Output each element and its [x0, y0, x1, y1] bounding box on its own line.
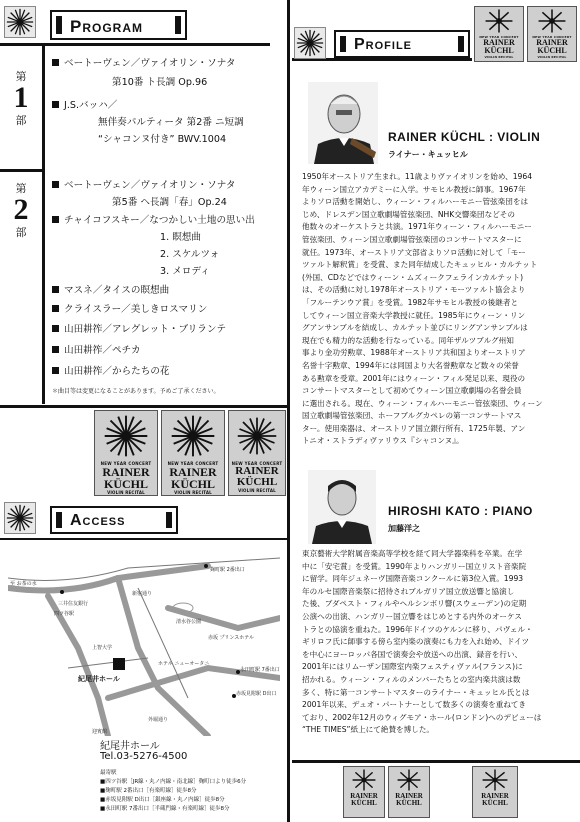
program-item-detail: 第10番 ト長調 Op.96: [112, 77, 208, 88]
bullet-square-icon: [52, 286, 59, 293]
artist-2-name: HIROSHI KATO : PIANO: [388, 504, 533, 518]
logo-name-2: KÜCHL: [482, 799, 508, 807]
map-label-hotel: ホテル ニューオータニ: [158, 661, 210, 667]
logo-name-2: KÜCHL: [103, 477, 148, 491]
logo-concert: NEW YEAR CONCERT: [479, 35, 519, 39]
title-bar-right: [175, 16, 181, 34]
logo-name-1: RAINER: [395, 792, 423, 800]
logo-name-2: KÜCHL: [537, 46, 567, 55]
map-label-mitsui: 三井住友銀行: [58, 601, 89, 607]
logo-name-1: RAINER: [481, 792, 509, 800]
program-item: ベートーヴェン／ヴァイオリン・ソナタ: [52, 180, 235, 192]
map-label-sotobori: 外堀通り: [148, 717, 169, 723]
bullet-square-icon: [52, 181, 59, 188]
program-item: マスネ／タイスの瞑想曲: [52, 285, 169, 297]
program-item-detail: 無伴奏パルティータ 第2番 ニ短調: [98, 117, 244, 128]
program-note: ＊曲目等は変更になることがあります。予めご了承ください。: [52, 388, 220, 395]
logo-name-1: RAINER: [350, 792, 378, 800]
starburst-icon: [528, 7, 576, 35]
starburst-icon: [95, 411, 157, 461]
map-label-shinjuku-dori: 新宿通り: [132, 591, 153, 597]
logo-recital: VIOLIN RECITAL: [238, 488, 276, 493]
concert-logo-tile-small: [343, 766, 385, 818]
logo-name-2: KÜCHL: [170, 477, 215, 491]
map-label-shimizudani: 清水谷公園: [176, 619, 202, 625]
program-item: 山田耕筰／ペチカ: [52, 345, 141, 357]
access-title-box: [50, 506, 178, 534]
street-map: [8, 548, 280, 736]
concert-logo-tile-small: [472, 766, 518, 818]
map-label-shinmichi: 迎賓館: [92, 729, 108, 735]
artist-photo-kato: [308, 470, 376, 544]
program-item: クライスラー／美しきロスマリン: [52, 304, 207, 316]
program-item: 山田耕筰／からたちの花: [52, 366, 170, 378]
logo-concert: NEW YEAR CONCERT: [532, 35, 572, 39]
part-2-label-num: 2: [13, 193, 29, 226]
title-bar-left: [56, 512, 62, 528]
access-title: Access: [70, 512, 126, 529]
logo-name-2: KÜCHL: [351, 799, 377, 807]
program-item-detail: 第5番 ヘ長調「春」Op.24: [112, 197, 227, 208]
part-2-label-top: 第: [15, 183, 27, 195]
logo-name-1: RAINER: [102, 465, 150, 479]
part-1-label-bottom: 部: [15, 115, 27, 127]
artist-1-bio: 1950年オーストリア生まれ。11歳よりヴァイオリンを始め、1964 年ウィーン国立アカデミーに入学。サモヒル教授に師事。1967年 よりソロ活動を開始し、ウィーン・フィルハーモニー管弦楽団をは じめ、ドレスデン国立歌劇場管弦楽団、NHK交響楽団などその 他数々のオーケストラと共演。1971年ウィーン・フィルハーモニー 管弦楽団、ウィーン国立歌劇場管弦楽団のコンサートマスターに 就任。1973年、オーストリア文部省よりソロ活動に対して「モー ツァルト解釈賞」を受賞、また同年結成したキュッヒル・カルテット (外国、CDなどではウィーン・ムズィークフェラインカルテット) は、その活動に対し1978年オーストリア・モーツァルト協会より 「フルーテンウア賞」を受賞。1982年サモヒル教授の後継者と してウィーン国立音楽大学教授に就任。1985年にウィーン・リン グアンサンブルを結成し、カルテット並びにリングアンサンブルは 現在でも精力的な活動を行なっている。同年ザルツブルグ州知 事より金功労勲章、1988年オーストリア共和国よりオーストリア 名誉十字勲章、1994年には同国より大名誉勲章など数々の栄誉 ある勲章を受章。2001年にはウィーン・フィル発足以来、現役の コンサートマスターとして初めてウィーン国立歌劇場の名誉会員 に選出される。現在、ウィーン・フィルハーモニー管弦楽団、ウィーン 国立歌劇場管弦楽団、ホーフブルグカペレの第一コンサートマス ター。使用楽器は、オーストリア国立銀行所有、1725年製、アン トニオ・ストラディヴァリウス『シャコンヌ』。: [302, 172, 543, 446]
frame-rule-right: [292, 760, 580, 763]
artist-2-bio: 東京藝術大学附属音楽高等学校を経て同大学器楽科を卒業。在学 中に「安宅賞」を受賞。1990年よりハンガリー国立リスト音楽院 に留学。同年ジュネーヴ国際音楽コンクールに第3位入賞。1993 年のルセ国際音楽祭に招待されブルガリア国立放送響と協演し た後、ブダペスト・フィルやヘルシンボリ響(スウェーデン)の定期 公演への出演、ハンガリー国立響をはじめとする内外のオーケス トラとの協演を重ねた。1996年ドイツのケルンに移り、パヴェル・ ギリロフ氏に師事する傍ら室内楽の演奏にも力を入れ始め、ドイツ を中心にヨーロッパ各国で演奏会や放送への出演、録音を行い、 2001年にはリムーザン国際室内楽フェスティヴァル(フランス)に 招かれる。ウィーン・フィルのメンバーたちとの室内楽共演は数 多く、特に第一コンサートマスターのライナー・キュッヒル氏とは 2001年以来、デュオ・パートナーとして数多くの演奏を重ねてき ており、2002年12月のウィグモア・ホール(ロンドン)へのデビューは “THE TIMES”紙上にて絶賛を博した。: [302, 549, 542, 735]
program-item-detail: 2. スケルツォ: [160, 249, 220, 260]
bullet-square-icon: [52, 346, 59, 353]
logo-recital: VIOLIN RECITAL: [107, 490, 145, 495]
part-1-label: [4, 68, 38, 128]
portrait-violinist-icon: [308, 82, 378, 164]
hall-tel: Tel.03-5276-4500: [100, 751, 188, 762]
map-label-nagatacho: 永田町駅 7番出口: [240, 667, 280, 673]
artist-1-name: RAINER KÜCHL : VIOLIN: [388, 130, 541, 144]
starburst-icon: [475, 7, 523, 35]
profile-title: Profile: [354, 36, 413, 53]
logo-name-2: KÜCHL: [484, 46, 514, 55]
title-bar-right: [166, 512, 172, 528]
logo-name-1: RAINER: [169, 465, 217, 479]
portrait-pianist-icon: [308, 470, 376, 544]
part-1-label-num: 1: [13, 81, 29, 114]
part-2-label: [4, 180, 38, 240]
title-bar-left: [340, 36, 346, 52]
profile-title-box: [334, 30, 470, 58]
logo-recital: VIOLIN RECITAL: [484, 55, 514, 59]
starburst-icon: [162, 411, 224, 461]
directions-title: 最寄駅: [100, 770, 117, 776]
logo-name-2: KÜCHL: [396, 799, 422, 807]
logo-recital: VIOLIN RECITAL: [174, 490, 212, 495]
title-bar-right: [458, 36, 464, 52]
logo-concert: NEW YEAR CONCERT: [167, 461, 219, 466]
concert-logo-tile-small: [474, 6, 524, 62]
access-map: [8, 548, 280, 736]
logo-recital: VIOLIN RECITAL: [537, 55, 567, 59]
star-tile-access: [4, 502, 36, 534]
program-item-detail: 1. 瞑想曲: [160, 232, 201, 243]
logo-concert: NEW YEAR CONCERT: [100, 461, 152, 466]
logo-name-1: RAINER: [235, 465, 279, 477]
logo-name-1: RAINER: [536, 38, 568, 47]
artist-photo-kuchl: [308, 82, 378, 164]
program-item: ベートーヴェン／ヴァイオリン・ソナタ: [52, 58, 235, 70]
title-bar-left: [56, 16, 62, 34]
starburst-icon: [5, 7, 35, 37]
map-label-ochanomizu: 至 お茶の水: [10, 581, 37, 587]
logo-name-2: KÜCHL: [236, 476, 278, 488]
direction-line: ■赤坂見附駅 D出口［銀座線・丸ノ内線］徒歩8分: [100, 797, 225, 803]
bullet-square-icon: [52, 367, 59, 374]
artist-1-name-ja: ライナー・キュッヒル: [388, 150, 468, 159]
program-item: チャイコフスキー／なつかしい土地の思い出: [52, 215, 255, 227]
program-title: Program: [70, 17, 144, 36]
frame-rule-left: [42, 44, 45, 404]
bullet-square-icon: [52, 305, 59, 312]
frame-rule-access-bottom: [0, 538, 290, 540]
frame-rule-center: [287, 0, 290, 822]
star-tile-top-left: [4, 6, 36, 38]
concert-logo-tile: [94, 410, 158, 496]
concert-logo-tile-small: [388, 766, 430, 818]
map-label-akasaka-mitsuke: 赤坂見附駅 D出口: [236, 691, 277, 697]
logo-concert: NEW YEAR CONCERT: [231, 461, 283, 466]
star-tile-profile: [294, 27, 326, 59]
program-item-detail: “シャコンヌ付き” BWV.1004: [98, 134, 227, 145]
direction-line: ■永田町駅 7番出口［半蔵門線・有楽町線］徒歩8分: [100, 806, 230, 812]
starburst-icon: [389, 767, 429, 793]
direction-line: ■四ツ谷駅［JR線・丸ノ内線・南北線］麹町口より徒歩6分: [100, 779, 247, 785]
logo-name-1: RAINER: [483, 38, 515, 47]
part-2-label-bottom: 部: [15, 227, 27, 239]
map-label-sophia: 上智大学: [92, 645, 113, 651]
artist-2-name-ja: 加藤洋之: [388, 524, 420, 533]
frame-rule-divider: [0, 169, 44, 172]
bullet-square-icon: [52, 325, 59, 332]
hall-name: 紀尾井ホール: [100, 741, 160, 752]
starburst-icon: [229, 411, 285, 461]
bullet-square-icon: [52, 59, 59, 66]
bullet-square-icon: [52, 101, 59, 108]
starburst-icon: [344, 767, 384, 793]
program-item: 山田耕筰／アレグレット・ブリランテ: [52, 324, 226, 336]
program-item-detail: 3. メロディ: [160, 266, 210, 277]
program-item: J.S.バッハ／: [52, 100, 117, 112]
starburst-icon: [473, 767, 517, 793]
map-label-prince: 赤坂 プリンスホテル: [208, 635, 254, 641]
map-label-kojimachi: 麹町駅 2番出口: [210, 567, 245, 573]
bullet-square-icon: [52, 216, 59, 223]
map-label-kioi-hall: 紀尾井ホール: [78, 675, 120, 683]
concert-logo-tile: [161, 410, 225, 496]
concert-logo-tile: [228, 410, 286, 496]
program-title-box: [50, 10, 187, 40]
frame-rule-top-left: [0, 43, 270, 46]
direction-line: ■麹町駅 2番出口［有楽町線］徒歩8分: [100, 788, 197, 794]
map-label-yotsuya: 四ツ谷駅: [54, 611, 75, 617]
part-1-label-top: 第: [15, 71, 27, 83]
frame-rule-mid: [0, 405, 290, 408]
starburst-icon: [295, 28, 325, 58]
concert-logo-tile-small: [527, 6, 577, 62]
starburst-icon: [5, 503, 35, 533]
